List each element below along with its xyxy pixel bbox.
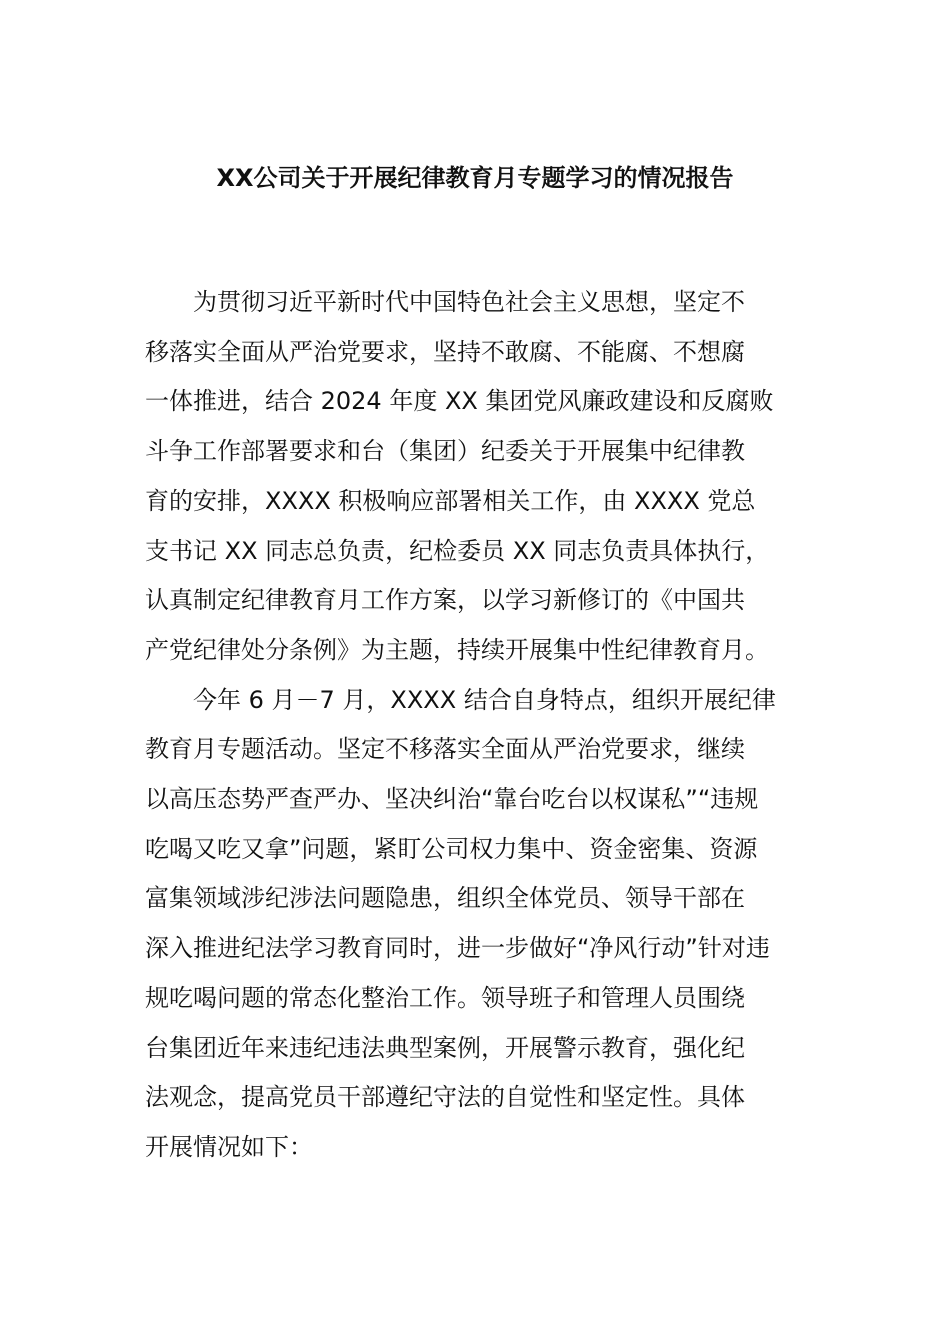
paragraph-line: 深入推进纪法学习教育同时，进一步做好“净风行动”针对违 [145,934,770,963]
paragraph-line: 支书记 XX 同志总负责，纪检委员 XX 同志负责具体执行， [145,536,770,565]
paragraph-line: 育的安排，XXXX 积极响应部署相关工作，由 XXXX 党总 [145,486,756,515]
paragraph-line: 产党纪律处分条例》为主题，持续开展集中性纪律教育月。 [145,635,769,664]
paragraph-line: 一体推进，结合 2024 年度 XX 集团党风廉政建设和反腐败 [145,387,774,416]
document-title: XX公司关于开展纪律教育月专题学习的情况报告 [216,164,734,192]
paragraph-line: 教育月专题活动。坚定不移落实全面从严治党要求，继续 [145,735,745,764]
paragraph-line: 开展情况如下： [145,1132,313,1161]
paragraph-line: 以高压态势严查严办、坚决纠治“靠台吃台以权谋私”“违规 [145,785,759,814]
paragraph-line: 台集团近年来违纪违法典型案例，开展警示教育，强化纪 [145,1033,745,1062]
paragraph-line: 规吃喝问题的常态化整治工作。领导班子和管理人员围绕 [145,983,745,1012]
paragraph-1 [145,278,807,676]
paragraph-line: 移落实全面从严治党要求，坚持不敢腐、不能腐、不想腐 [145,337,745,366]
paragraph-line: 富集领域涉纪涉法问题隐患，组织全体党员、领导干部在 [145,884,745,913]
paragraph-line: 法观念，提高党员干部遵纪守法的自觉性和坚定性。具体 [145,1083,745,1112]
paragraph-line: 今年 6 月－7 月，XXXX 结合自身特点，组织开展纪律 [193,685,776,714]
paragraph-line: 认真制定纪律教育月工作方案，以学习新修订的《中国共 [145,586,745,615]
paragraph-line: 为贯彻习近平新时代中国特色社会主义思想，坚定不 [193,288,745,316]
paragraph-line: 吃喝又吃又拿”问题，紧盯公司权力集中、资金密集、资源 [145,834,758,863]
document-body [145,278,807,1173]
paragraph-2 [145,676,807,1173]
paragraph-line: 斗争工作部署要求和台（集团）纪委关于开展集中纪律教 [145,437,745,466]
